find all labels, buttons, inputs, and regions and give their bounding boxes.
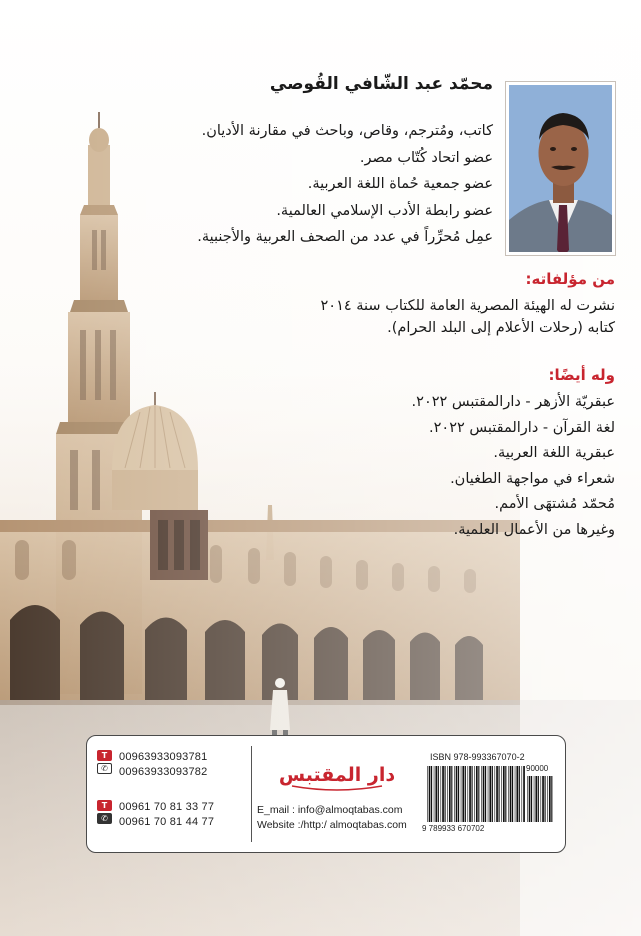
- barcode-bar: [445, 766, 446, 822]
- phone-icon: T: [97, 800, 112, 811]
- list-item: وغيرها من الأعمال العلمية.: [453, 521, 615, 538]
- barcode-bar: [508, 766, 509, 822]
- phone-number-text: 00961 70 81 33 77: [119, 801, 215, 813]
- barcode-bar: [481, 766, 482, 822]
- divider: [251, 746, 252, 842]
- barcode-bar: [447, 766, 448, 822]
- barcode-bar: [469, 766, 471, 822]
- barcode-bar: [496, 766, 498, 822]
- barcode-bar: [495, 766, 496, 822]
- barcode-bar: [501, 766, 502, 822]
- works-text: [195, 295, 615, 339]
- barcode-bar: [427, 766, 428, 822]
- barcode-icon: [426, 766, 526, 822]
- barcode-bar: [541, 776, 542, 822]
- barcode-bar: [458, 766, 459, 822]
- barcode-bar: [515, 766, 516, 822]
- barcode-bar: [499, 766, 500, 822]
- barcode-bar: [510, 766, 512, 822]
- barcode-bar: [512, 766, 513, 822]
- publisher-logo-text: دار المقتبس: [278, 764, 396, 786]
- also-list: [195, 390, 615, 543]
- phone-number-text: 00963933093782: [119, 766, 208, 778]
- barcode-bar: [545, 776, 546, 822]
- barcode-bar: [534, 776, 535, 822]
- author-photo: [506, 82, 615, 255]
- works-line: كتابه (رحلات الأعلام إلى البلد الحرام).: [387, 320, 615, 336]
- barcode-bar: [483, 766, 485, 822]
- phone-icon: T: [97, 750, 112, 761]
- barcode-bar: [449, 766, 451, 822]
- phone-number: [97, 765, 207, 779]
- barcode-bar: [527, 776, 528, 822]
- phone-number: [97, 815, 214, 829]
- list-item: مُحمّد مُشتهَى الأمم.: [494, 496, 615, 512]
- barcode-digits: 9 789933 670702: [422, 824, 485, 833]
- barcode-bar: [516, 766, 518, 822]
- whatsapp-icon: ✆: [97, 763, 112, 774]
- contact-info: [257, 803, 407, 833]
- barcode-bar: [442, 766, 444, 822]
- barcode-bar: [549, 776, 551, 822]
- barcode-bar: [478, 766, 479, 822]
- barcode-bar: [474, 766, 475, 822]
- bio-line: عضو رابطة الأدب الإسلامي العالمية.: [276, 202, 493, 219]
- barcode-bar: [434, 766, 435, 822]
- bio-line: عضو جمعية حُماة اللغة العربية.: [307, 176, 493, 192]
- phone-number: [97, 750, 207, 764]
- barcode-bar: [551, 776, 552, 822]
- list-item: شعراء في مواجهة الطغيان.: [450, 470, 615, 487]
- barcode-bar: [465, 766, 466, 822]
- barcode-bar: [462, 766, 464, 822]
- phone-number-text: 00961 70 81 44 77: [119, 816, 215, 828]
- barcode-bar: [429, 766, 431, 822]
- barcode-addon-number: 90000: [526, 764, 549, 773]
- viber-icon: ✆: [97, 813, 112, 824]
- barcode-bar: [441, 766, 442, 822]
- works-line: نشرت له الهيئة المصرية العامة للكتاب سنة ٢٠١٤: [320, 298, 615, 314]
- also-heading: وله أيضًا:: [548, 366, 615, 384]
- barcode-bar: [489, 766, 491, 822]
- list-item: عبقرية اللغة العربية.: [493, 445, 615, 461]
- barcode-bar: [451, 766, 452, 822]
- isbn-label: ISBN 978-993367070-2: [430, 752, 525, 762]
- barcode-bar: [476, 766, 478, 822]
- barcode-bar: [542, 776, 544, 822]
- works-heading: من مؤلفاته:: [525, 270, 615, 288]
- barcode-bar: [503, 766, 505, 822]
- bio-line: عضو اتحاد كُتّاب مصر.: [359, 149, 493, 166]
- barcode-bar: [468, 766, 469, 822]
- barcode-bar: [547, 776, 548, 822]
- barcode-bar: [535, 776, 537, 822]
- bio-line: كاتب، ومُترجم، وقاص، وباحث في مقارنة الأديان.: [201, 123, 493, 139]
- barcode-bar: [456, 766, 458, 822]
- list-item: عبقريّة الأزهر - دارالمقتبس ٢٠٢٢.: [411, 394, 615, 410]
- barcode-bar: [461, 766, 462, 822]
- barcode-bar: [492, 766, 493, 822]
- author-name: محمّد عبد الشّافي القُوصي: [269, 74, 493, 94]
- barcode-bar: [472, 766, 473, 822]
- barcode-bar: [431, 766, 432, 822]
- website-text: Website :/http:/ almoqtabas.com: [257, 819, 407, 831]
- list-item: لغة القرآن - دارالمقتبس ٢٠٢٢.: [429, 419, 615, 436]
- author-bio: [113, 118, 493, 251]
- barcode-addon-icon: [526, 776, 554, 822]
- barcode-bar: [488, 766, 489, 822]
- publisher-info-box: [86, 735, 566, 853]
- barcode-bar: [485, 766, 486, 822]
- bio-line: عمِل مُحرِّراً في عدد من الصحف العربية والأجنبية.: [197, 229, 493, 245]
- isbn-barcode-block: [422, 752, 557, 840]
- author-portrait-icon: [509, 85, 615, 255]
- email-text: E_mail : info@almoqtabas.com: [257, 804, 403, 816]
- barcode-bar: [531, 776, 532, 822]
- barcode-bar: [523, 766, 525, 822]
- barcode-bar: [435, 766, 437, 822]
- publisher-logo: [272, 754, 402, 794]
- barcode-bar: [454, 766, 455, 822]
- barcode-bar: [438, 766, 439, 822]
- barcode-bar: [529, 776, 531, 822]
- barcode-bar: [519, 766, 520, 822]
- phone-number-text: 00963933093781: [119, 751, 208, 763]
- phone-number: [97, 800, 214, 814]
- barcode-bar: [538, 776, 539, 822]
- barcode-bar: [505, 766, 506, 822]
- barcode-bar: [522, 766, 523, 822]
